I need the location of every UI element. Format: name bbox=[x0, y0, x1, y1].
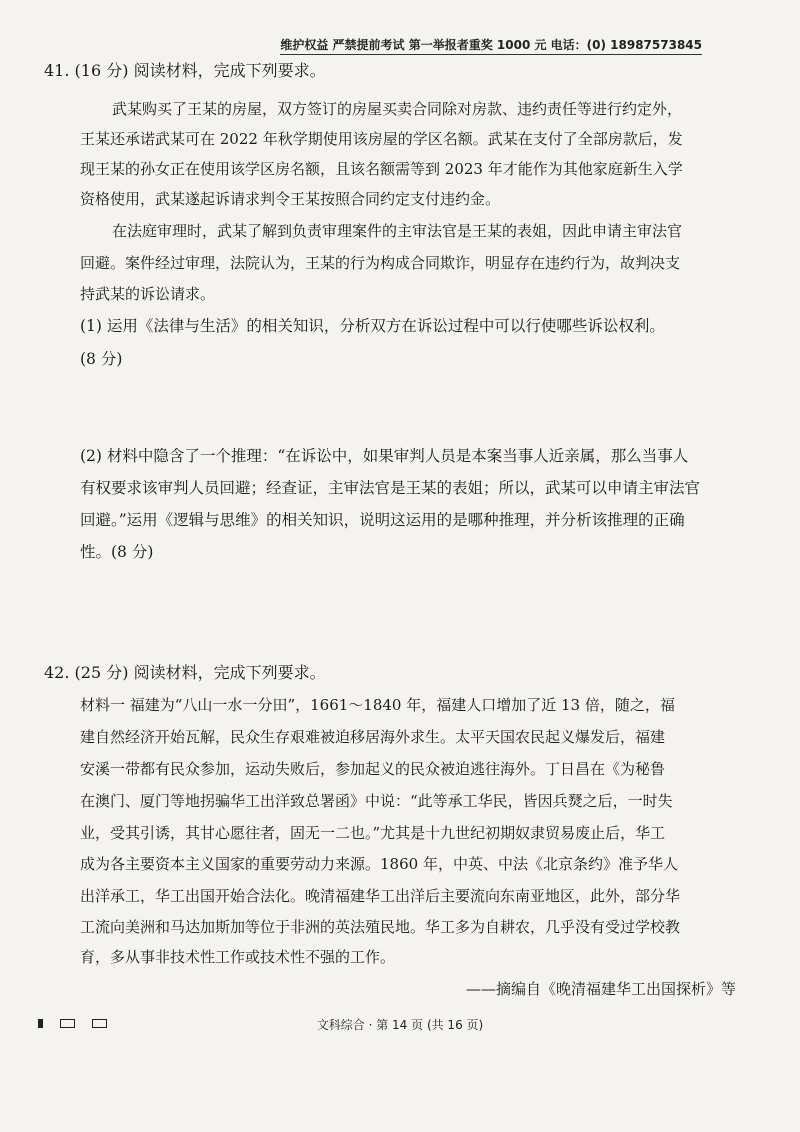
q41-instruction: 阅读材料，完成下列要求。 bbox=[133, 61, 326, 80]
q41-heading bbox=[44, 58, 326, 81]
q42-number: 42. bbox=[44, 663, 70, 682]
q42-material-line: 成为各主要资本主义国家的重要劳动力来源。1860 年，中英、中法《北京条约》准予华人 bbox=[80, 855, 678, 873]
q42-material-line: 工流向美洲和马达加斯加等位于非洲的英法殖民地。华工多为自耕农，几乎没有受过学校教 bbox=[80, 918, 681, 936]
q42-heading bbox=[44, 660, 326, 683]
q41-number: 41. bbox=[44, 61, 70, 80]
q42-instruction: 阅读材料，完成下列要求。 bbox=[133, 663, 326, 682]
page-footer: 文科综合 · 第 14 页 (共 16 页) bbox=[316, 1018, 484, 1032]
q41-material-line: 现王某的孙女正在使用该学区房名额，且该名额需等到 2023 年才能作为其他家庭新生入学 bbox=[80, 160, 683, 178]
q41-material-line: 在法庭审理时，武某了解到负责审理案件的主审法官是王某的表姐，因此申请主审法官 bbox=[112, 222, 683, 240]
q41-subquestion-1-score: (8 分) bbox=[80, 350, 123, 368]
q41-score: (16 分) bbox=[74, 61, 129, 80]
q42-material-line: 安溪一带都有民众参加，运动失败后，参加起义的民众被迫逃往海外。丁日昌在《为秘鲁 bbox=[80, 760, 666, 778]
q41-subquestion-2: (2) 材料中隐含了一个推理：“在诉讼中，如果审判人员是本案当事人近亲属，那么当事人 bbox=[80, 447, 689, 465]
q42-material-line: 材料一 福建为“八山一水一分田”，1661～1840 年，福建人口增加了近 13 倍，随之，福 bbox=[80, 696, 675, 714]
q41-material-line: 武某购买了王某的房屋，双方签订的房屋买卖合同除对房款、违约责任等进行约定外， bbox=[112, 100, 683, 118]
q42-material-line: 业，受其引诱，其甘心愿往者，固无一二也。”尤其是十九世纪初期奴隶贸易废止后，华工 bbox=[80, 824, 666, 842]
q41-subquestion-2-line: 性。(8 分) bbox=[80, 543, 154, 561]
q41-material-line: 资格使用，武某遂起诉请求判令王某按照合同约定支付违约金。 bbox=[80, 190, 501, 208]
q42-score: (25 分) bbox=[74, 663, 129, 682]
q41-subquestion-1: (1) 运用《法律与生活》的相关知识，分析双方在诉讼过程中可以行使哪些诉讼权利。 bbox=[80, 317, 665, 335]
q42-source: ——摘编自《晚清福建华工出国探析》等 bbox=[466, 980, 737, 998]
header-notice: 维护权益 严禁提前考试 第一举报者重奖 1000 元 电话：(0) 18987573845 bbox=[280, 36, 702, 55]
q42-material-line: 在澳门、厦门等地拐骗华工出洋致总署函》中说：“此等承工华民，皆因兵燹之后，一时失 bbox=[80, 792, 673, 810]
q42-material-line: 建自然经济开始瓦解，民众生存艰难被迫移居海外求生。太平天国农民起义爆发后，福建 bbox=[80, 728, 666, 746]
q41-material-line: 王某还承诺武某可在 2022 年秋学期使用该房屋的学区名额。武某在支付了全部房款后，发 bbox=[80, 130, 683, 148]
q41-subquestion-2-line: 有权要求该审判人员回避；经查证，主审法官是王某的表姐；所以，武某可以申请主审法官 bbox=[80, 479, 701, 497]
q42-material-line: 育，多从事非技术性工作或技术性不强的工作。 bbox=[80, 948, 396, 966]
q41-material-line: 持武某的诉讼请求。 bbox=[80, 285, 216, 303]
q41-material-line: 回避。案件经过审理，法院认为，王某的行为构成合同欺诈，明显存在违约行为，故判决支 bbox=[80, 254, 681, 272]
q41-subquestion-2-line: 回避。”运用《逻辑与思维》的相关知识，说明这运用的是哪种推理，并分析该推理的正确 bbox=[80, 511, 685, 529]
q42-material-line: 出洋承工，华工出国开始合法化。晚清福建华工出洋后主要流向东南亚地区，此外，部分华 bbox=[80, 887, 681, 905]
